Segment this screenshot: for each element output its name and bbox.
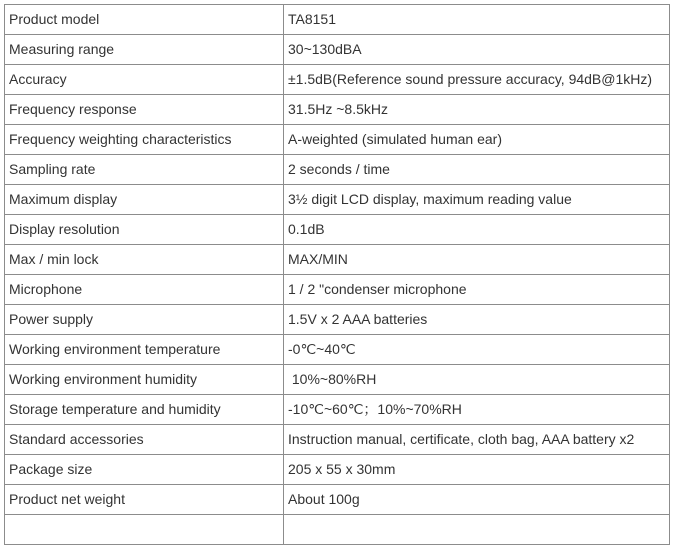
spec-value-empty <box>284 515 670 545</box>
spec-label: Microphone <box>5 275 284 305</box>
table-row <box>5 185 670 215</box>
spec-label: Power supply <box>5 305 284 335</box>
table-row <box>5 485 670 515</box>
spec-label: Product model <box>5 5 284 35</box>
spec-table <box>4 4 670 545</box>
spec-value: A-weighted (simulated human ear) <box>284 125 670 155</box>
spec-label: Frequency weighting characteristics <box>5 125 284 155</box>
table-row <box>5 245 670 275</box>
spec-label: Frequency response <box>5 95 284 125</box>
table-row <box>5 395 670 425</box>
spec-value: TA8151 <box>284 5 670 35</box>
spec-value: 2 seconds / time <box>284 155 670 185</box>
spec-label: Working environment temperature <box>5 335 284 365</box>
table-row <box>5 65 670 95</box>
table-row <box>5 515 670 545</box>
spec-value: 0.1dB <box>284 215 670 245</box>
table-row <box>5 95 670 125</box>
table-row <box>5 425 670 455</box>
spec-value: 3½ digit LCD display, maximum reading value <box>284 185 670 215</box>
spec-label: Max / min lock <box>5 245 284 275</box>
spec-value: 1.5V x 2 AAA batteries <box>284 305 670 335</box>
table-row <box>5 35 670 65</box>
spec-value: -0℃~40℃ <box>284 335 670 365</box>
spec-label-empty <box>5 515 284 545</box>
table-row <box>5 275 670 305</box>
spec-label: Display resolution <box>5 215 284 245</box>
spec-label: Package size <box>5 455 284 485</box>
spec-label: Product net weight <box>5 485 284 515</box>
spec-label: Standard accessories <box>5 425 284 455</box>
spec-label: Measuring range <box>5 35 284 65</box>
spec-value: ±1.5dB(Reference sound pressure accuracy, 94dB@1kHz) <box>284 65 670 95</box>
spec-value: 31.5Hz ~8.5kHz <box>284 95 670 125</box>
table-row <box>5 335 670 365</box>
table-row <box>5 365 670 395</box>
spec-value: 205 x 55 x 30mm <box>284 455 670 485</box>
spec-value: MAX/MIN <box>284 245 670 275</box>
table-row <box>5 5 670 35</box>
table-row <box>5 455 670 485</box>
spec-value: -10℃~60℃；10%~70%RH <box>284 395 670 425</box>
spec-label: Storage temperature and humidity <box>5 395 284 425</box>
table-row <box>5 125 670 155</box>
spec-value: 1 / 2 "condenser microphone <box>284 275 670 305</box>
spec-label: Working environment humidity <box>5 365 284 395</box>
table-row <box>5 305 670 335</box>
spec-value: 10%~80%RH <box>284 365 670 395</box>
spec-label: Maximum display <box>5 185 284 215</box>
table-row <box>5 155 670 185</box>
spec-value: About 100g <box>284 485 670 515</box>
spec-label: Accuracy <box>5 65 284 95</box>
table-row <box>5 215 670 245</box>
spec-value: 30~130dBA <box>284 35 670 65</box>
spec-label: Sampling rate <box>5 155 284 185</box>
spec-value: Instruction manual, certificate, cloth bag, AAA battery x2 <box>284 425 670 455</box>
